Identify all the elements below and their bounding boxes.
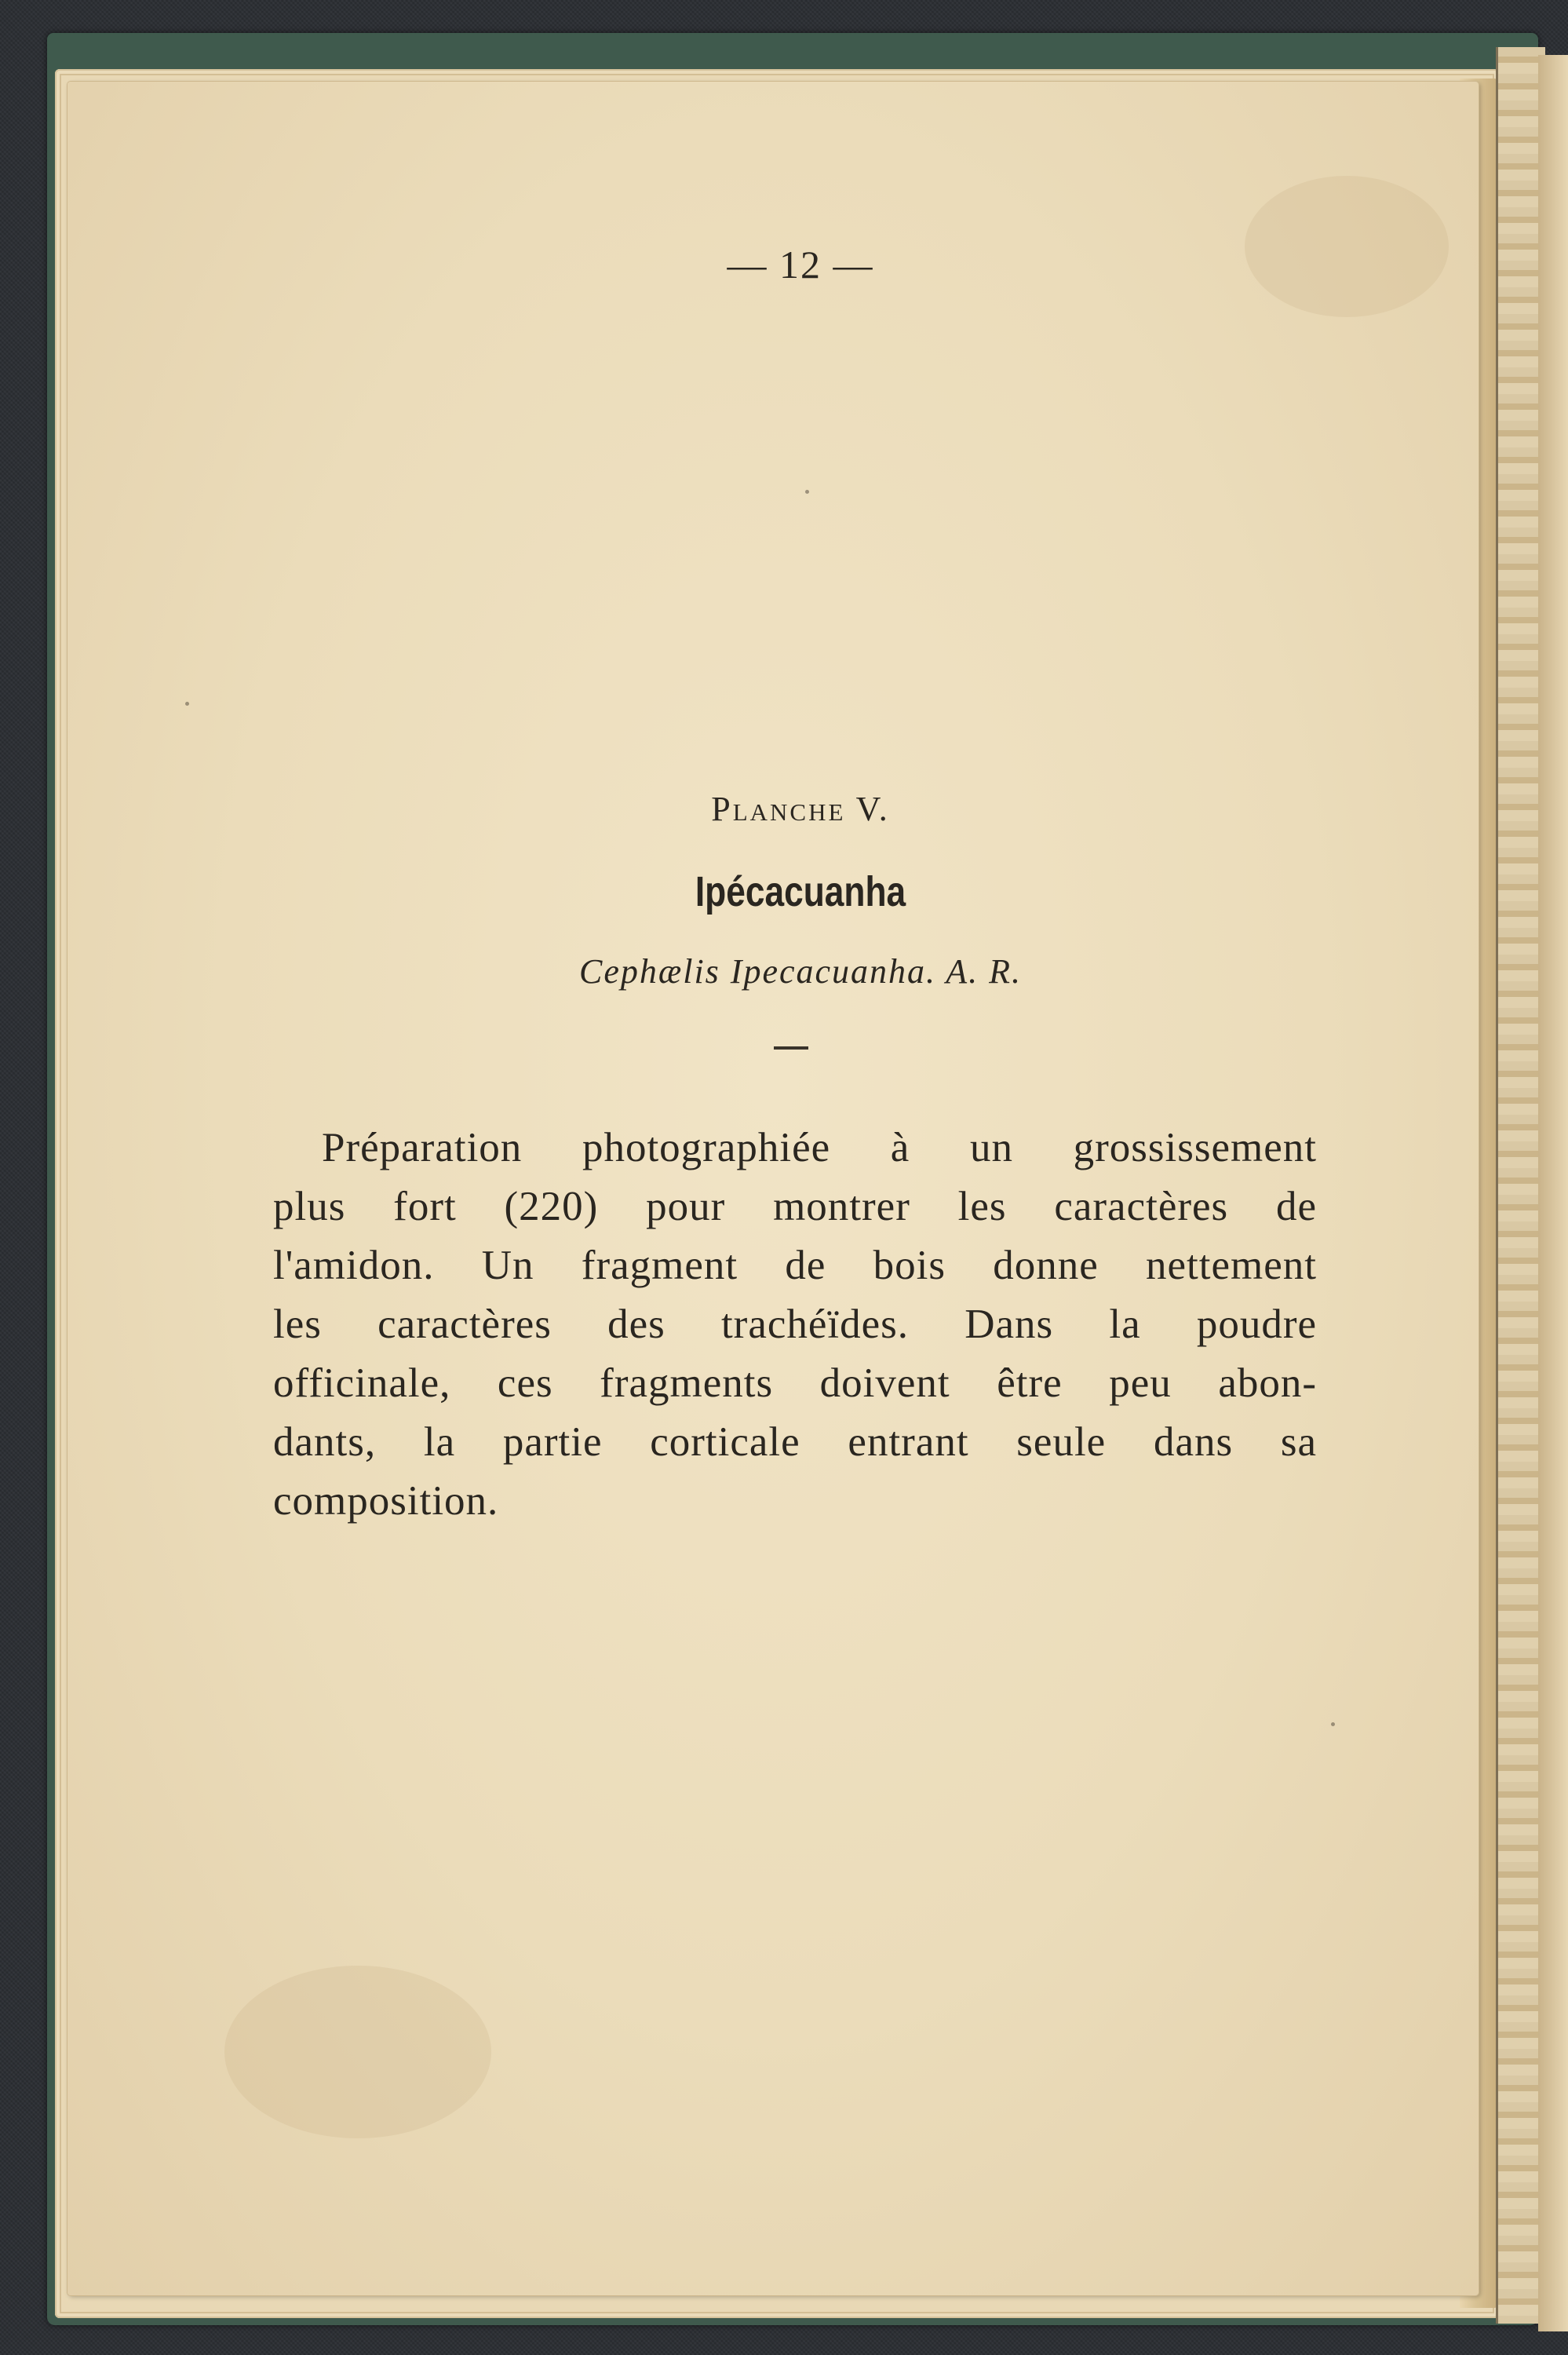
paper-stain <box>224 1966 491 2138</box>
paragraph-line: l'amidon. Un fragment de bois donne nettement <box>273 1243 1317 1288</box>
paper-speck <box>185 702 189 706</box>
section-heading: Ipécacuanha <box>695 868 906 915</box>
paragraph-line: officinale, ces fragments doivent être peu abon- <box>273 1360 1317 1406</box>
description-paragraph <box>273 1119 1317 1531</box>
paragraph-line: plus fort (220) pour montrer les caractères de <box>273 1184 1317 1229</box>
plate-title: Planche V. <box>711 790 890 828</box>
paragraph-line: dants, la partie corticale entrant seule dans sa <box>273 1419 1317 1465</box>
page-number: — 12 — <box>727 243 874 287</box>
separator-rule <box>774 1046 808 1050</box>
paper-speck <box>805 490 809 494</box>
facing-page-edge <box>1538 55 1568 2331</box>
paragraph-line: Préparation photographiée à un grossissement <box>322 1125 1317 1170</box>
paper-speck <box>1331 1722 1335 1726</box>
species-name: Cephælis Ipecacuanha. A. R. <box>579 952 1022 991</box>
paragraph-line: composition. <box>273 1478 499 1524</box>
paragraph-line: les caractères des trachéïdes. Dans la poudre <box>273 1302 1317 1347</box>
